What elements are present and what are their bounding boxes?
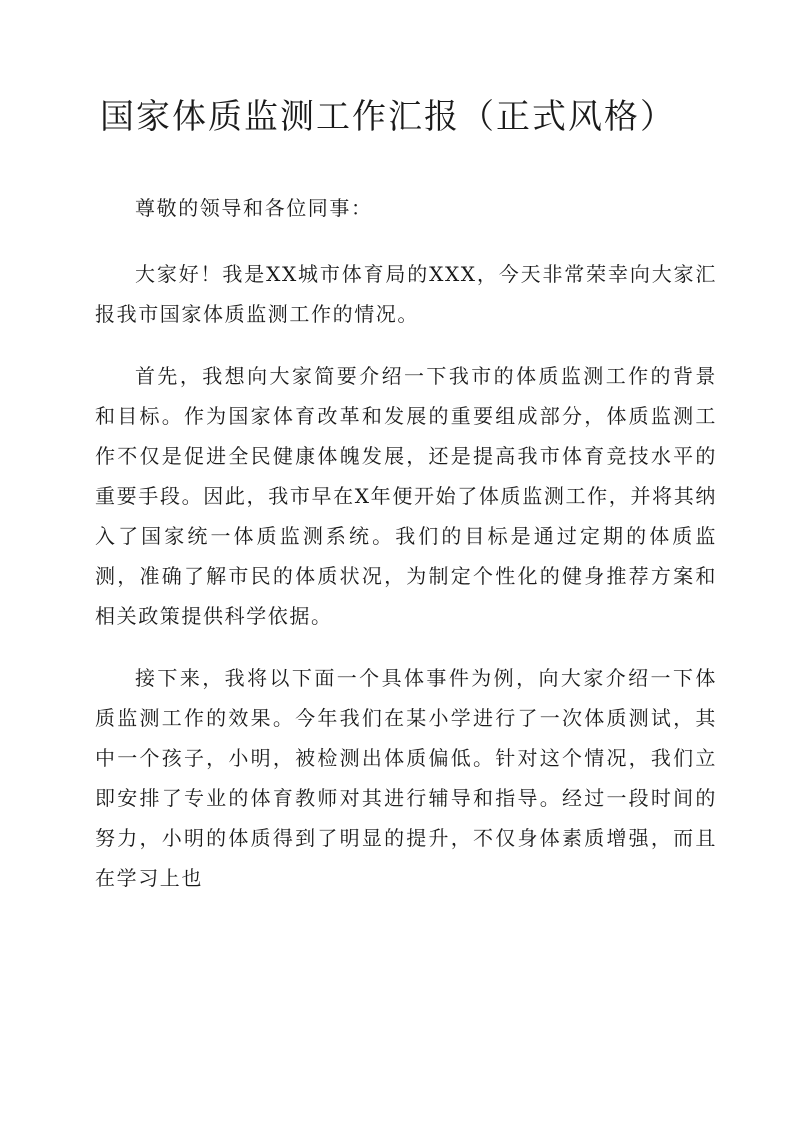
paragraph-greeting: 大家好！我是XX城市体育局的XXX，今天非常荣幸向大家汇报我市国家体质监测工作的情况。 [95,262,717,326]
paragraph-background: 首先，我想向大家简要介绍一下我市的体质监测工作的背景和目标。作为国家体育改革和发展的重要组成部分，体质监测工作不仅是促进全民健康体魄发展，还是提高我市体育竞技水平的重要手段。因此，我市早在X年便开始了体质监测工作，并将其纳入了国家统一体质监测系统。我们的目标是通过定期的体质监测，准确了解市民的体质状况，为制定个性化的健身推荐方案和相关政策提供科学依据。 [95,364,717,628]
document-body [95,188,717,920]
document-title: 国家体质监测工作汇报（正式风格） [100,97,676,137]
paragraph-example: 接下来，我将以下面一个具体事件为例，向大家介绍一下体质监测工作的效果。今年我们在某小学进行了一次体质测试，其中一个孩子，小明，被检测出体质偏低。针对这个情况，我们立即安排了专业的体育教师对其进行辅导和指导。经过一段时间的努力，小明的体质得到了明显的提升，不仅身体素质增强，而且在学习上也 [95,666,717,890]
salutation: 尊敬的领导和各位同事： [135,196,373,220]
